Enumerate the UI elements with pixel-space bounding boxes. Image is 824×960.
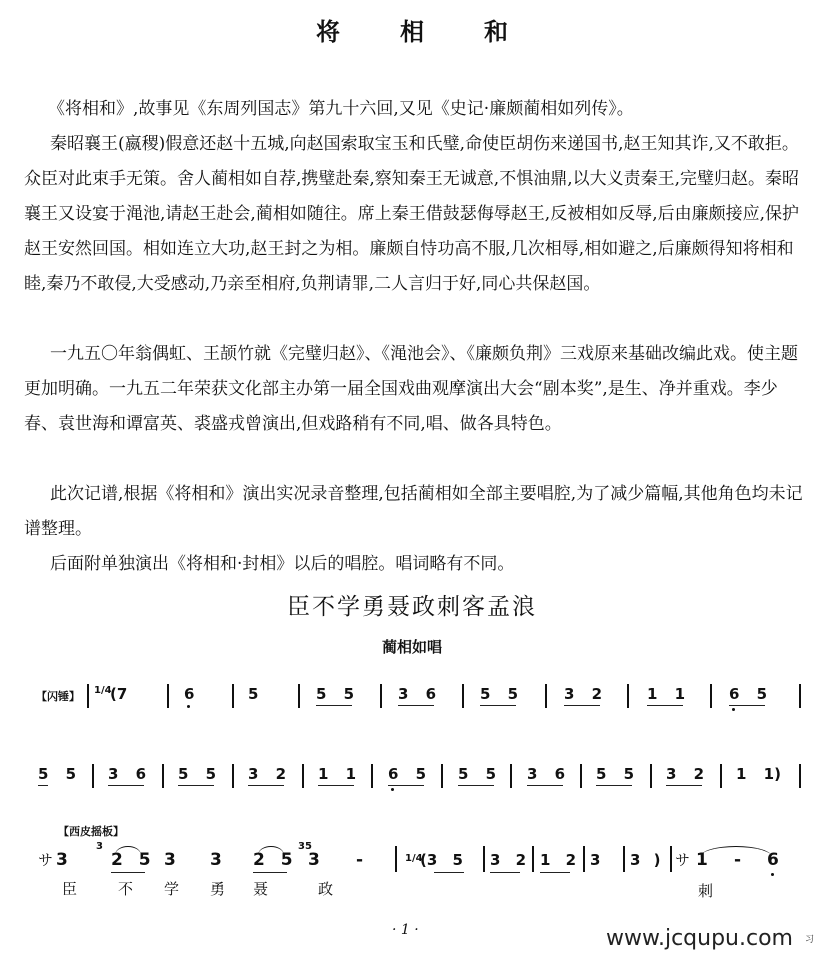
- eighth-underline: [647, 705, 683, 706]
- watermark-suffix: 习: [805, 935, 815, 945]
- barline: [799, 764, 801, 788]
- free-meter-mark: サ: [675, 851, 691, 869]
- barline: [799, 684, 801, 708]
- eighth-underline: [527, 785, 563, 786]
- eighth-underline: [564, 705, 600, 706]
- eighth-underline: [38, 785, 48, 786]
- measure: 5 5: [178, 765, 217, 783]
- barline: [462, 684, 464, 708]
- eighth-underline: [248, 785, 284, 786]
- measure: 3 6: [108, 765, 147, 783]
- note: 6: [767, 850, 779, 870]
- grace-note: 35: [298, 841, 312, 852]
- barline: [232, 764, 234, 788]
- barline: [670, 846, 672, 872]
- title-char: 相: [400, 18, 424, 46]
- eighth-underline: [490, 872, 520, 873]
- time-signature: 1/4: [94, 685, 112, 696]
- title-char: 将: [316, 18, 340, 46]
- barline: [167, 684, 169, 708]
- measure: 1 1): [736, 765, 781, 783]
- measure: 6: [184, 685, 195, 703]
- dash: -: [356, 850, 364, 870]
- measure: 6 5: [388, 765, 427, 783]
- note: 3: [56, 850, 68, 870]
- measure: 3 6: [398, 685, 437, 703]
- eighth-underline: [729, 705, 765, 706]
- measure: 1 1: [647, 685, 686, 703]
- measure: 5: [248, 685, 259, 703]
- banshi-tag: 【闪锤】: [36, 690, 80, 703]
- barline: [162, 764, 164, 788]
- story-paragraph: 秦昭襄王(嬴稷)假意还赵十五城,向赵国索取宝玉和氏璧,命使臣胡伤来递国书,赵王知其诈,又不敢拒。众臣对此束手无策。舍人蔺相如自荐,携璧赴秦,察知秦王无诚意,不惧油鼎,以大义责秦王,完璧归赵。秦昭襄王又设宴于渑池,请赵王赴会,蔺相如随往。席上秦王借鼓瑟侮辱赵王,反被相如反辱,后由廉颇接应,保护赵王安然回国。相如连立大功,赵王封之为相。廉颇自恃功高不服,几次相辱,相如避之,后廉颇得知将相和睦,秦乃不敢侵,大受感动,乃亲至相府,负荆请罪,二人言归于好,同心共保赵国。: [24, 134, 800, 294]
- eighth-underline: [398, 705, 434, 706]
- lyric: 刺: [698, 882, 714, 900]
- note: 3: [164, 850, 176, 870]
- measure: 3 2: [490, 851, 527, 869]
- singer-label: 蔺相如唱: [381, 638, 442, 656]
- barline: [580, 764, 582, 788]
- eighth-underline: [480, 705, 516, 706]
- barline: [623, 846, 625, 872]
- barline: [583, 846, 585, 872]
- low-octave-dot: [732, 708, 735, 711]
- lyric: 学: [164, 880, 180, 898]
- measure: 3 6: [527, 765, 566, 783]
- low-octave-dot: [771, 873, 774, 876]
- time-signature: 1/4: [405, 853, 423, 864]
- measure: (3 5: [420, 851, 463, 869]
- barline: [232, 684, 234, 708]
- barline: [380, 684, 382, 708]
- measure: 1 1: [318, 765, 357, 783]
- barline: [510, 764, 512, 788]
- note: 1: [696, 850, 708, 870]
- eighth-underline: [316, 705, 352, 706]
- barline: [371, 764, 373, 788]
- lyric: 政: [318, 880, 334, 898]
- free-meter-mark: サ: [38, 851, 54, 869]
- song-title: 臣不学勇聂政刺客孟浪: [287, 594, 537, 620]
- barline: [650, 764, 652, 788]
- eighth-underline: [253, 872, 287, 873]
- barline: [92, 764, 94, 788]
- measure: 5 5: [458, 765, 497, 783]
- notation-line-3: [0, 822, 824, 902]
- note: 3: [210, 850, 222, 870]
- barline: [483, 846, 485, 872]
- lyric: 聂: [253, 880, 269, 898]
- measure: 5 5: [316, 685, 355, 703]
- barline: [441, 764, 443, 788]
- measure: 1 2: [540, 851, 577, 869]
- intro-paragraph: 《将相和》,故事见《东周列国志》第九十六回,又见《史记·廉颇蔺相如列传》。: [48, 99, 634, 119]
- page-number: · 1 ·: [392, 922, 419, 938]
- eighth-underline: [388, 785, 424, 786]
- barline: [395, 846, 397, 872]
- barline: [710, 684, 712, 708]
- grace-note: 3: [96, 841, 103, 852]
- barline: [720, 764, 722, 788]
- eighth-underline: [596, 785, 632, 786]
- eighth-underline: [666, 785, 702, 786]
- page-title: [0, 12, 824, 47]
- eighth-underline: [540, 872, 570, 873]
- notation-line-1: [0, 684, 824, 724]
- eighth-underline: [458, 785, 494, 786]
- lyric: 不: [118, 880, 134, 898]
- title-char: 和: [484, 18, 508, 46]
- lyric: 臣: [62, 880, 78, 898]
- notation-line-2: [0, 764, 824, 804]
- dash: -: [734, 850, 742, 870]
- measure: 5 5: [480, 685, 519, 703]
- measure: 5 5: [596, 765, 635, 783]
- measure: 3 2: [564, 685, 603, 703]
- measure: (7: [110, 685, 128, 703]
- eighth-underline: [108, 785, 144, 786]
- low-octave-dot: [187, 705, 190, 708]
- appendix-note-paragraph: 后面附单独演出《将相和·封相》以后的唱腔。唱词略有不同。: [50, 554, 515, 574]
- banshi-tag: 【西皮摇板】: [58, 825, 124, 838]
- eighth-underline: [178, 785, 214, 786]
- measure: 3 ): [630, 851, 661, 869]
- eighth-underline: [318, 785, 354, 786]
- barline: [532, 846, 534, 872]
- watermark: www.jcqupu.com: [606, 926, 793, 951]
- measure: 3 2: [248, 765, 287, 783]
- notation-note-paragraph: 此次记谱,根据《将相和》演出实况录音整理,包括蔺相如全部主要唱腔,为了减少篇幅,其他角色均未记谱整理。: [24, 484, 803, 539]
- note-group: 2 5: [253, 850, 293, 870]
- eighth-underline: [111, 872, 145, 873]
- barline: [298, 684, 300, 708]
- measure: 5 5: [38, 765, 77, 783]
- note-group: 2 5: [111, 850, 151, 870]
- note: 3: [308, 850, 320, 870]
- eighth-underline: [434, 872, 464, 873]
- barline: [627, 684, 629, 708]
- measure: 3: [590, 851, 601, 869]
- measure: 3 2: [666, 765, 705, 783]
- low-octave-dot: [391, 788, 394, 791]
- history-paragraph: 一九五〇年翁偶虹、王颉竹就《完璧归赵》、《渑池会》、《廉颇负荆》三戏原来基础改编此戏。使主题更加明确。一九五二年荣获文化部主办第一届全国戏曲观摩演出大会“剧本奖”,是生、净并重戏。李少春、袁世海和谭富英、裘盛戎曾演出,但戏路稍有不同,唱、做各具特色。: [24, 344, 798, 434]
- measure: 6 5: [729, 685, 768, 703]
- barline: [545, 684, 547, 708]
- barline: [302, 764, 304, 788]
- barline: [87, 684, 89, 708]
- lyric: 勇: [210, 880, 226, 898]
